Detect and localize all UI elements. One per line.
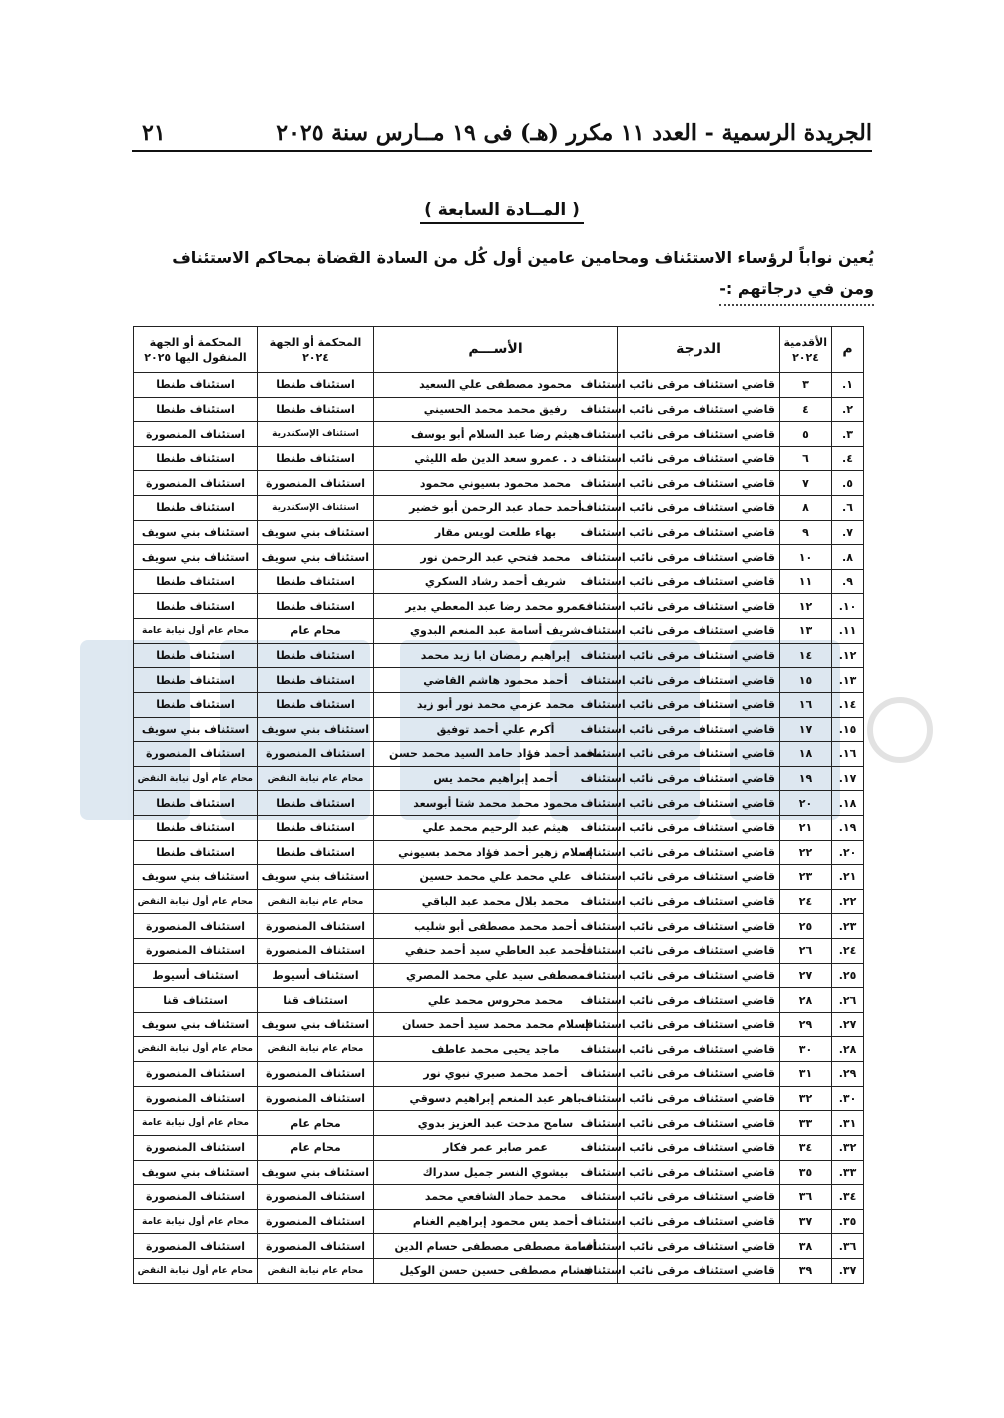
cell-seniority: ١٦	[780, 692, 832, 717]
table-row	[134, 889, 864, 914]
intro-line-1: يُعين نواباً لرؤساء الاستئناف ومحامين عامين أول كُل من السادة القضاة بمحاكم الاستئناف	[172, 248, 874, 267]
cell-degree: قاضي استئناف مرقى نائب استئناف	[618, 496, 780, 521]
cell-serial: ٦.	[832, 496, 864, 521]
cell-name: أحمد إبراهيم محمد يس	[374, 766, 618, 791]
cell-seniority: ١٧	[780, 717, 832, 742]
table-header-row	[134, 327, 864, 373]
cell-serial: ٣٣.	[832, 1160, 864, 1185]
cell-serial: ٣٤.	[832, 1185, 864, 1210]
cell-seniority: ٢٤	[780, 889, 832, 914]
cell-degree: قاضي استئناف مرقى نائب استئناف	[618, 1086, 780, 1111]
cell-serial: ٣٥.	[832, 1209, 864, 1234]
cell-degree: قاضي استئناف مرقى نائب استئناف	[618, 1234, 780, 1259]
cell-serial: ٣١.	[832, 1111, 864, 1136]
cell-name: هيثم رضا عبد السلام أبو يوسف	[374, 422, 618, 447]
table-row	[134, 668, 864, 693]
cell-court-2025: استئناف طنطا	[134, 569, 258, 594]
header-degree: الدرجة	[618, 327, 780, 373]
table-row	[134, 373, 864, 398]
cell-name: سامح مدحت عبد العزيز بدوي	[374, 1111, 618, 1136]
cell-degree: قاضي استئناف مرقى نائب استئناف	[618, 594, 780, 619]
cell-serial: ٧.	[832, 520, 864, 545]
cell-name: محمد عزمي محمد نور أبو زيد	[374, 692, 618, 717]
table-row	[134, 1135, 864, 1160]
cell-court-2024: محام عام نيابة النقض	[258, 889, 374, 914]
cell-serial: ٢٠.	[832, 840, 864, 865]
cell-serial: ٢٥.	[832, 963, 864, 988]
cell-degree: قاضي استئناف مرقى نائب استئناف	[618, 1160, 780, 1185]
cell-serial: ٣٧.	[832, 1258, 864, 1283]
cell-serial: ٢٩.	[832, 1062, 864, 1087]
cell-degree: قاضي استئناف مرقى نائب استئناف	[618, 840, 780, 865]
cell-court-2025: استئناف طنطا	[134, 594, 258, 619]
cell-court-2025: استئناف طنطا	[134, 791, 258, 816]
cell-name: أحمد محمود هاشم القاضي	[374, 668, 618, 693]
cell-court-2025: محام عام أول نيابة النقض	[134, 1037, 258, 1062]
header-court-2024: المحكمة أو الجهة ٢٠٢٤	[258, 327, 374, 373]
cell-name: محمد محروس محمد علي	[374, 988, 618, 1013]
cell-court-2025: استئناف المنصورة	[134, 1185, 258, 1210]
cell-degree: قاضي استئناف مرقى نائب استئناف	[618, 471, 780, 496]
table-row	[134, 1160, 864, 1185]
table-row	[134, 1234, 864, 1259]
cell-seniority: ٣٠	[780, 1037, 832, 1062]
cell-name: باهر عبد المنعم إبراهيم دسوقي	[374, 1086, 618, 1111]
table-row	[134, 692, 864, 717]
cell-court-2025: محام عام أول نيابة عامة	[134, 1209, 258, 1234]
cell-name: أسامة مصطفى مصطفى حسام الدين	[374, 1234, 618, 1259]
cell-court-2024: استئناف بني سويف	[258, 545, 374, 570]
cell-serial: ٣٠.	[832, 1086, 864, 1111]
cell-seniority: ١٩	[780, 766, 832, 791]
cell-name: مصطفى سيد علي محمد المصري	[374, 963, 618, 988]
cell-court-2025: استئناف المنصورة	[134, 914, 258, 939]
table-row	[134, 766, 864, 791]
cell-court-2025: استئناف بني سويف	[134, 1160, 258, 1185]
cell-serial: ٨.	[832, 545, 864, 570]
cell-name: بيشوي النسر جميل سدراك	[374, 1160, 618, 1185]
cell-serial: ٢٦.	[832, 988, 864, 1013]
cell-court-2024: استئناف طنطا	[258, 815, 374, 840]
cell-degree: قاضي استئناف مرقى نائب استئناف	[618, 791, 780, 816]
cell-serial: ٤.	[832, 446, 864, 471]
cell-serial: ٥.	[832, 471, 864, 496]
cell-court-2025: استئناف قنا	[134, 988, 258, 1013]
cell-degree: قاضي استئناف مرقى نائب استئناف	[618, 1062, 780, 1087]
cell-court-2024: استئناف المنصورة	[258, 1234, 374, 1259]
cell-court-2024: محام عام	[258, 1111, 374, 1136]
cell-degree: قاضي استئناف مرقى نائب استئناف	[618, 889, 780, 914]
cell-name: عمر صابر عمر فكار	[374, 1135, 618, 1160]
table-row	[134, 840, 864, 865]
cell-seniority: ٢٣	[780, 865, 832, 890]
cell-court-2024: استئناف المنصورة	[258, 1185, 374, 1210]
cell-name: أحمد محمد مصطفى أبو شليب	[374, 914, 618, 939]
cell-court-2024: محام عام نيابة النقض	[258, 1258, 374, 1283]
cell-court-2024: استئناف الإسكندرية	[258, 422, 374, 447]
cell-court-2024: استئناف المنصورة	[258, 1062, 374, 1087]
table-row	[134, 446, 864, 471]
cell-court-2024: محام عام نيابة النقض	[258, 766, 374, 791]
cell-name: محمود محمد محمد شتا أبوسعد	[374, 791, 618, 816]
table-body	[134, 373, 864, 1284]
cell-serial: ٢٤.	[832, 939, 864, 964]
cell-seniority: ٣	[780, 373, 832, 398]
cell-serial: ١٢.	[832, 643, 864, 668]
cell-name: شريف أحمد رشاد السكري	[374, 569, 618, 594]
cell-seniority: ٣٩	[780, 1258, 832, 1283]
cell-court-2024: استئناف أسيوط	[258, 963, 374, 988]
cell-name: أحمد يس محمود إبراهيم الغنام	[374, 1209, 618, 1234]
cell-seniority: ٢١	[780, 815, 832, 840]
cell-seniority: ١٥	[780, 668, 832, 693]
cell-seniority: ٧	[780, 471, 832, 496]
cell-seniority: ٢٩	[780, 1012, 832, 1037]
table-row	[134, 545, 864, 570]
cell-court-2025: استئناف المنصورة	[134, 1234, 258, 1259]
table-row	[134, 422, 864, 447]
cell-seniority: ٨	[780, 496, 832, 521]
cell-degree: قاضي استئناف مرقى نائب استئناف	[618, 446, 780, 471]
cell-name: هشام مصطفى حسين حسن الوكيل	[374, 1258, 618, 1283]
cell-serial: ٢٧.	[832, 1012, 864, 1037]
cell-degree: قاضي استئناف مرقى نائب استئناف	[618, 397, 780, 422]
table-row	[134, 865, 864, 890]
cell-court-2025: استئناف طنطا	[134, 840, 258, 865]
table-row	[134, 1185, 864, 1210]
table-row	[134, 594, 864, 619]
cell-degree: قاضي استئناف مرقى نائب استئناف	[618, 914, 780, 939]
cell-court-2024: استئناف طنطا	[258, 397, 374, 422]
cell-court-2024: محام عام نيابة النقض	[258, 1037, 374, 1062]
cell-seniority: ٢٨	[780, 988, 832, 1013]
cell-name: محمود مصطفى علي السعيد	[374, 373, 618, 398]
table-row	[134, 619, 864, 644]
table-row	[134, 815, 864, 840]
cell-court-2024: استئناف المنصورة	[258, 742, 374, 767]
cell-serial: ١١.	[832, 619, 864, 644]
cell-degree: قاضي استئناف مرقى نائب استئناف	[618, 742, 780, 767]
header-court-2025: المحكمة أو الجهة المنقول اليها ٢٠٢٥	[134, 327, 258, 373]
cell-name: محمد أحمد فؤاد حامد السيد محمد حسن	[374, 742, 618, 767]
cell-seniority: ٢٢	[780, 840, 832, 865]
gazette-title: الجريدة الرسمية - العدد ١١ مكرر (هـ) فى ١٩ مــارس سنة ٢٠٢٥	[276, 120, 872, 146]
article-intro	[114, 242, 874, 306]
cell-court-2024: استئناف طنطا	[258, 692, 374, 717]
table-row	[134, 1062, 864, 1087]
cell-court-2025: استئناف المنصورة	[134, 1086, 258, 1111]
cell-seniority: ٣١	[780, 1062, 832, 1087]
cell-serial: ٣٦.	[832, 1234, 864, 1259]
cell-court-2025: محام عام أول نيابة النقض	[134, 889, 258, 914]
cell-seniority: ٣٢	[780, 1086, 832, 1111]
cell-court-2024: استئناف بني سويف	[258, 1012, 374, 1037]
cell-degree: قاضي استئناف مرقى نائب استئناف	[618, 988, 780, 1013]
cell-degree: قاضي استئناف مرقى نائب استئناف	[618, 1012, 780, 1037]
cell-degree: قاضي استئناف مرقى نائب استئناف	[618, 865, 780, 890]
cell-seniority: ٥	[780, 422, 832, 447]
cell-court-2024: استئناف بني سويف	[258, 717, 374, 742]
cell-seniority: ٢٧	[780, 963, 832, 988]
cell-name: محمد فتحي عبد الرحمن نور	[374, 545, 618, 570]
cell-court-2024: استئناف طنطا	[258, 569, 374, 594]
cell-court-2024: استئناف طنطا	[258, 594, 374, 619]
cell-degree: قاضي استئناف مرقى نائب استئناف	[618, 1258, 780, 1283]
cell-seniority: ٢٠	[780, 791, 832, 816]
header-seniority: الأقدمية ٢٠٢٤	[780, 327, 832, 373]
cell-serial: ٢١.	[832, 865, 864, 890]
cell-degree: قاضي استئناف مرقى نائب استئناف	[618, 619, 780, 644]
table-row	[134, 988, 864, 1013]
cell-degree: قاضي استئناف مرقى نائب استئناف	[618, 939, 780, 964]
cell-degree: قاضي استئناف مرقى نائب استئناف	[618, 545, 780, 570]
table-row	[134, 1012, 864, 1037]
cell-court-2024: استئناف بني سويف	[258, 520, 374, 545]
cell-degree: قاضي استئناف مرقى نائب استئناف	[618, 815, 780, 840]
cell-degree: قاضي استئناف مرقى نائب استئناف	[618, 1037, 780, 1062]
cell-court-2025: استئناف طنطا	[134, 668, 258, 693]
table-row	[134, 914, 864, 939]
cell-degree: قاضي استئناف مرقى نائب استئناف	[618, 643, 780, 668]
cell-court-2024: استئناف الإسكندرية	[258, 496, 374, 521]
cell-court-2024: استئناف المنصورة	[258, 914, 374, 939]
cell-court-2025: استئناف طنطا	[134, 692, 258, 717]
table-row	[134, 471, 864, 496]
cell-seniority: ٦	[780, 446, 832, 471]
cell-name: أحمد عبد العاطي سيد أحمد حنفي	[374, 939, 618, 964]
cell-court-2024: استئناف بني سويف	[258, 1160, 374, 1185]
appointments-table	[133, 326, 864, 1284]
table-row	[134, 1086, 864, 1111]
cell-court-2025: استئناف بني سويف	[134, 545, 258, 570]
cell-serial: ١.	[832, 373, 864, 398]
cell-serial: ١٠.	[832, 594, 864, 619]
header-name: الأســـم	[374, 327, 618, 373]
cell-name: علي محمد علي محمد حسين	[374, 865, 618, 890]
intro-line-2: ومن في درجاتهم :-	[719, 273, 874, 306]
cell-court-2025: محام عام أول نيابة عامة	[134, 619, 258, 644]
cell-seniority: ٣٥	[780, 1160, 832, 1185]
cell-court-2025: استئناف بني سويف	[134, 1012, 258, 1037]
cell-name: أحمد محمد صبري نبوي نور	[374, 1062, 618, 1087]
cell-court-2024: استئناف المنصورة	[258, 471, 374, 496]
cell-court-2024: استئناف المنصورة	[258, 1086, 374, 1111]
cell-degree: قاضي استئناف مرقى نائب استئناف	[618, 373, 780, 398]
cell-court-2024: محام عام	[258, 1135, 374, 1160]
cell-court-2024: استئناف المنصورة	[258, 1209, 374, 1234]
cell-serial: ٣٢.	[832, 1135, 864, 1160]
cell-degree: قاضي استئناف مرقى نائب استئناف	[618, 766, 780, 791]
cell-court-2024: استئناف قنا	[258, 988, 374, 1013]
table-row	[134, 717, 864, 742]
page-number: ٢١	[142, 120, 166, 146]
cell-court-2025: استئناف أسيوط	[134, 963, 258, 988]
cell-serial: ١٣.	[832, 668, 864, 693]
table-row	[134, 643, 864, 668]
cell-serial: ١٦.	[832, 742, 864, 767]
table-row	[134, 939, 864, 964]
cell-court-2024: استئناف بني سويف	[258, 865, 374, 890]
cell-seniority: ٣٧	[780, 1209, 832, 1234]
cell-court-2025: استئناف طنطا	[134, 373, 258, 398]
cell-degree: قاضي استئناف مرقى نائب استئناف	[618, 963, 780, 988]
cell-seniority: ٣٨	[780, 1234, 832, 1259]
cell-seniority: ٣٣	[780, 1111, 832, 1136]
cell-serial: ٢٣.	[832, 914, 864, 939]
cell-court-2024: استئناف طنطا	[258, 840, 374, 865]
table-row	[134, 1037, 864, 1062]
cell-court-2025: استئناف طنطا	[134, 815, 258, 840]
cell-degree: قاضي استئناف مرقى نائب استئناف	[618, 1209, 780, 1234]
cell-serial: ١٩.	[832, 815, 864, 840]
table-row	[134, 963, 864, 988]
cell-court-2025: استئناف المنصورة	[134, 471, 258, 496]
cell-serial: ٣.	[832, 422, 864, 447]
cell-court-2025: استئناف طنطا	[134, 446, 258, 471]
cell-degree: قاضي استئناف مرقى نائب استئناف	[618, 668, 780, 693]
cell-court-2024: استئناف المنصورة	[258, 939, 374, 964]
cell-court-2025: استئناف طنطا	[134, 397, 258, 422]
cell-serial: ١٧.	[832, 766, 864, 791]
cell-name: ماجد يحيى محمد عاطف	[374, 1037, 618, 1062]
cell-degree: قاضي استئناف مرقى نائب استئناف	[618, 520, 780, 545]
table-row	[134, 1258, 864, 1283]
cell-degree: قاضي استئناف مرقى نائب استئناف	[618, 692, 780, 717]
table-row	[134, 569, 864, 594]
cell-court-2024: استئناف طنطا	[258, 446, 374, 471]
cell-seniority: ٤	[780, 397, 832, 422]
cell-seniority: ١٣	[780, 619, 832, 644]
cell-name: رفيق محمد محمد الحسيني	[374, 397, 618, 422]
cell-seniority: ١١	[780, 569, 832, 594]
cell-serial: ٩.	[832, 569, 864, 594]
cell-degree: قاضي استئناف مرقى نائب استئناف	[618, 717, 780, 742]
cell-name: إسلام زهير أحمد فؤاد محمد بسيوني	[374, 840, 618, 865]
table-row	[134, 496, 864, 521]
cell-court-2025: محام عام أول نيابة عامة	[134, 1111, 258, 1136]
article-title: ( المــادة السابعة )	[0, 200, 1004, 220]
page-header	[132, 112, 872, 152]
cell-seniority: ١٠	[780, 545, 832, 570]
cell-degree: قاضي استئناف مرقى نائب استئناف	[618, 1135, 780, 1160]
cell-serial: ١٤.	[832, 692, 864, 717]
cell-name: إسلام محمد محمد سيد أحمد حسان	[374, 1012, 618, 1037]
cell-court-2024: استئناف طنطا	[258, 791, 374, 816]
cell-seniority: ٢٦	[780, 939, 832, 964]
cell-seniority: ٣٤	[780, 1135, 832, 1160]
cell-name: إبراهيم رمضان ابا زيد محمد	[374, 643, 618, 668]
cell-court-2025: استئناف المنصورة	[134, 1135, 258, 1160]
cell-court-2025: محام عام أول نيابة النقض	[134, 1258, 258, 1283]
cell-serial: ٢٢.	[832, 889, 864, 914]
cell-name: محمد بلال محمد عبد الباقي	[374, 889, 618, 914]
cell-seniority: ١٢	[780, 594, 832, 619]
cell-court-2025: استئناف طنطا	[134, 643, 258, 668]
cell-court-2025: استئناف المنصورة	[134, 422, 258, 447]
cell-serial: ٢٨.	[832, 1037, 864, 1062]
table-row	[134, 742, 864, 767]
cell-court-2025: استئناف بني سويف	[134, 520, 258, 545]
cell-court-2025: استئناف المنصورة	[134, 742, 258, 767]
cell-seniority: ٣٦	[780, 1185, 832, 1210]
cell-court-2025: استئناف المنصورة	[134, 939, 258, 964]
cell-degree: قاضي استئناف مرقى نائب استئناف	[618, 1111, 780, 1136]
cell-serial: ١٨.	[832, 791, 864, 816]
cell-serial: ١٥.	[832, 717, 864, 742]
cell-name: أحمد حماد عبد الرحمن أبو خضير	[374, 496, 618, 521]
cell-seniority: ١٨	[780, 742, 832, 767]
table-row	[134, 1111, 864, 1136]
cell-degree: قاضي استئناف مرقى نائب استئناف	[618, 422, 780, 447]
header-serial: م	[832, 327, 864, 373]
cell-name: د . عمرو سعد الدين طه الليثي	[374, 446, 618, 471]
cell-name: هيثم عبد الرحيم محمد علي	[374, 815, 618, 840]
cell-serial: ٢.	[832, 397, 864, 422]
table-row	[134, 520, 864, 545]
table-row	[134, 791, 864, 816]
cell-court-2025: محام عام أول نيابة النقض	[134, 766, 258, 791]
cell-seniority: ١٤	[780, 643, 832, 668]
cell-name: محمد حماد الشافعي محمد	[374, 1185, 618, 1210]
cell-name: عمرو محمد رضا عبد المعطي بدير	[374, 594, 618, 619]
cell-seniority: ٩	[780, 520, 832, 545]
cell-seniority: ٢٥	[780, 914, 832, 939]
cell-name: بهاء طلعت لويس مقار	[374, 520, 618, 545]
cell-name: محمد محمود بسيوني محمود	[374, 471, 618, 496]
table-row	[134, 397, 864, 422]
cell-court-2024: محام عام	[258, 619, 374, 644]
cell-name: أكرم علي أحمد توفيق	[374, 717, 618, 742]
cell-court-2024: استئناف طنطا	[258, 373, 374, 398]
cell-court-2025: استئناف طنطا	[134, 496, 258, 521]
cell-court-2024: استئناف طنطا	[258, 668, 374, 693]
cell-degree: قاضي استئناف مرقى نائب استئناف	[618, 569, 780, 594]
cell-court-2025: استئناف بني سويف	[134, 717, 258, 742]
cell-court-2025: استئناف المنصورة	[134, 1062, 258, 1087]
table-row	[134, 1209, 864, 1234]
cell-degree: قاضي استئناف مرقى نائب استئناف	[618, 1185, 780, 1210]
cell-court-2024: استئناف طنطا	[258, 643, 374, 668]
cell-court-2025: استئناف بني سويف	[134, 865, 258, 890]
cell-name: شريف أسامة عبد المنعم البدوي	[374, 619, 618, 644]
